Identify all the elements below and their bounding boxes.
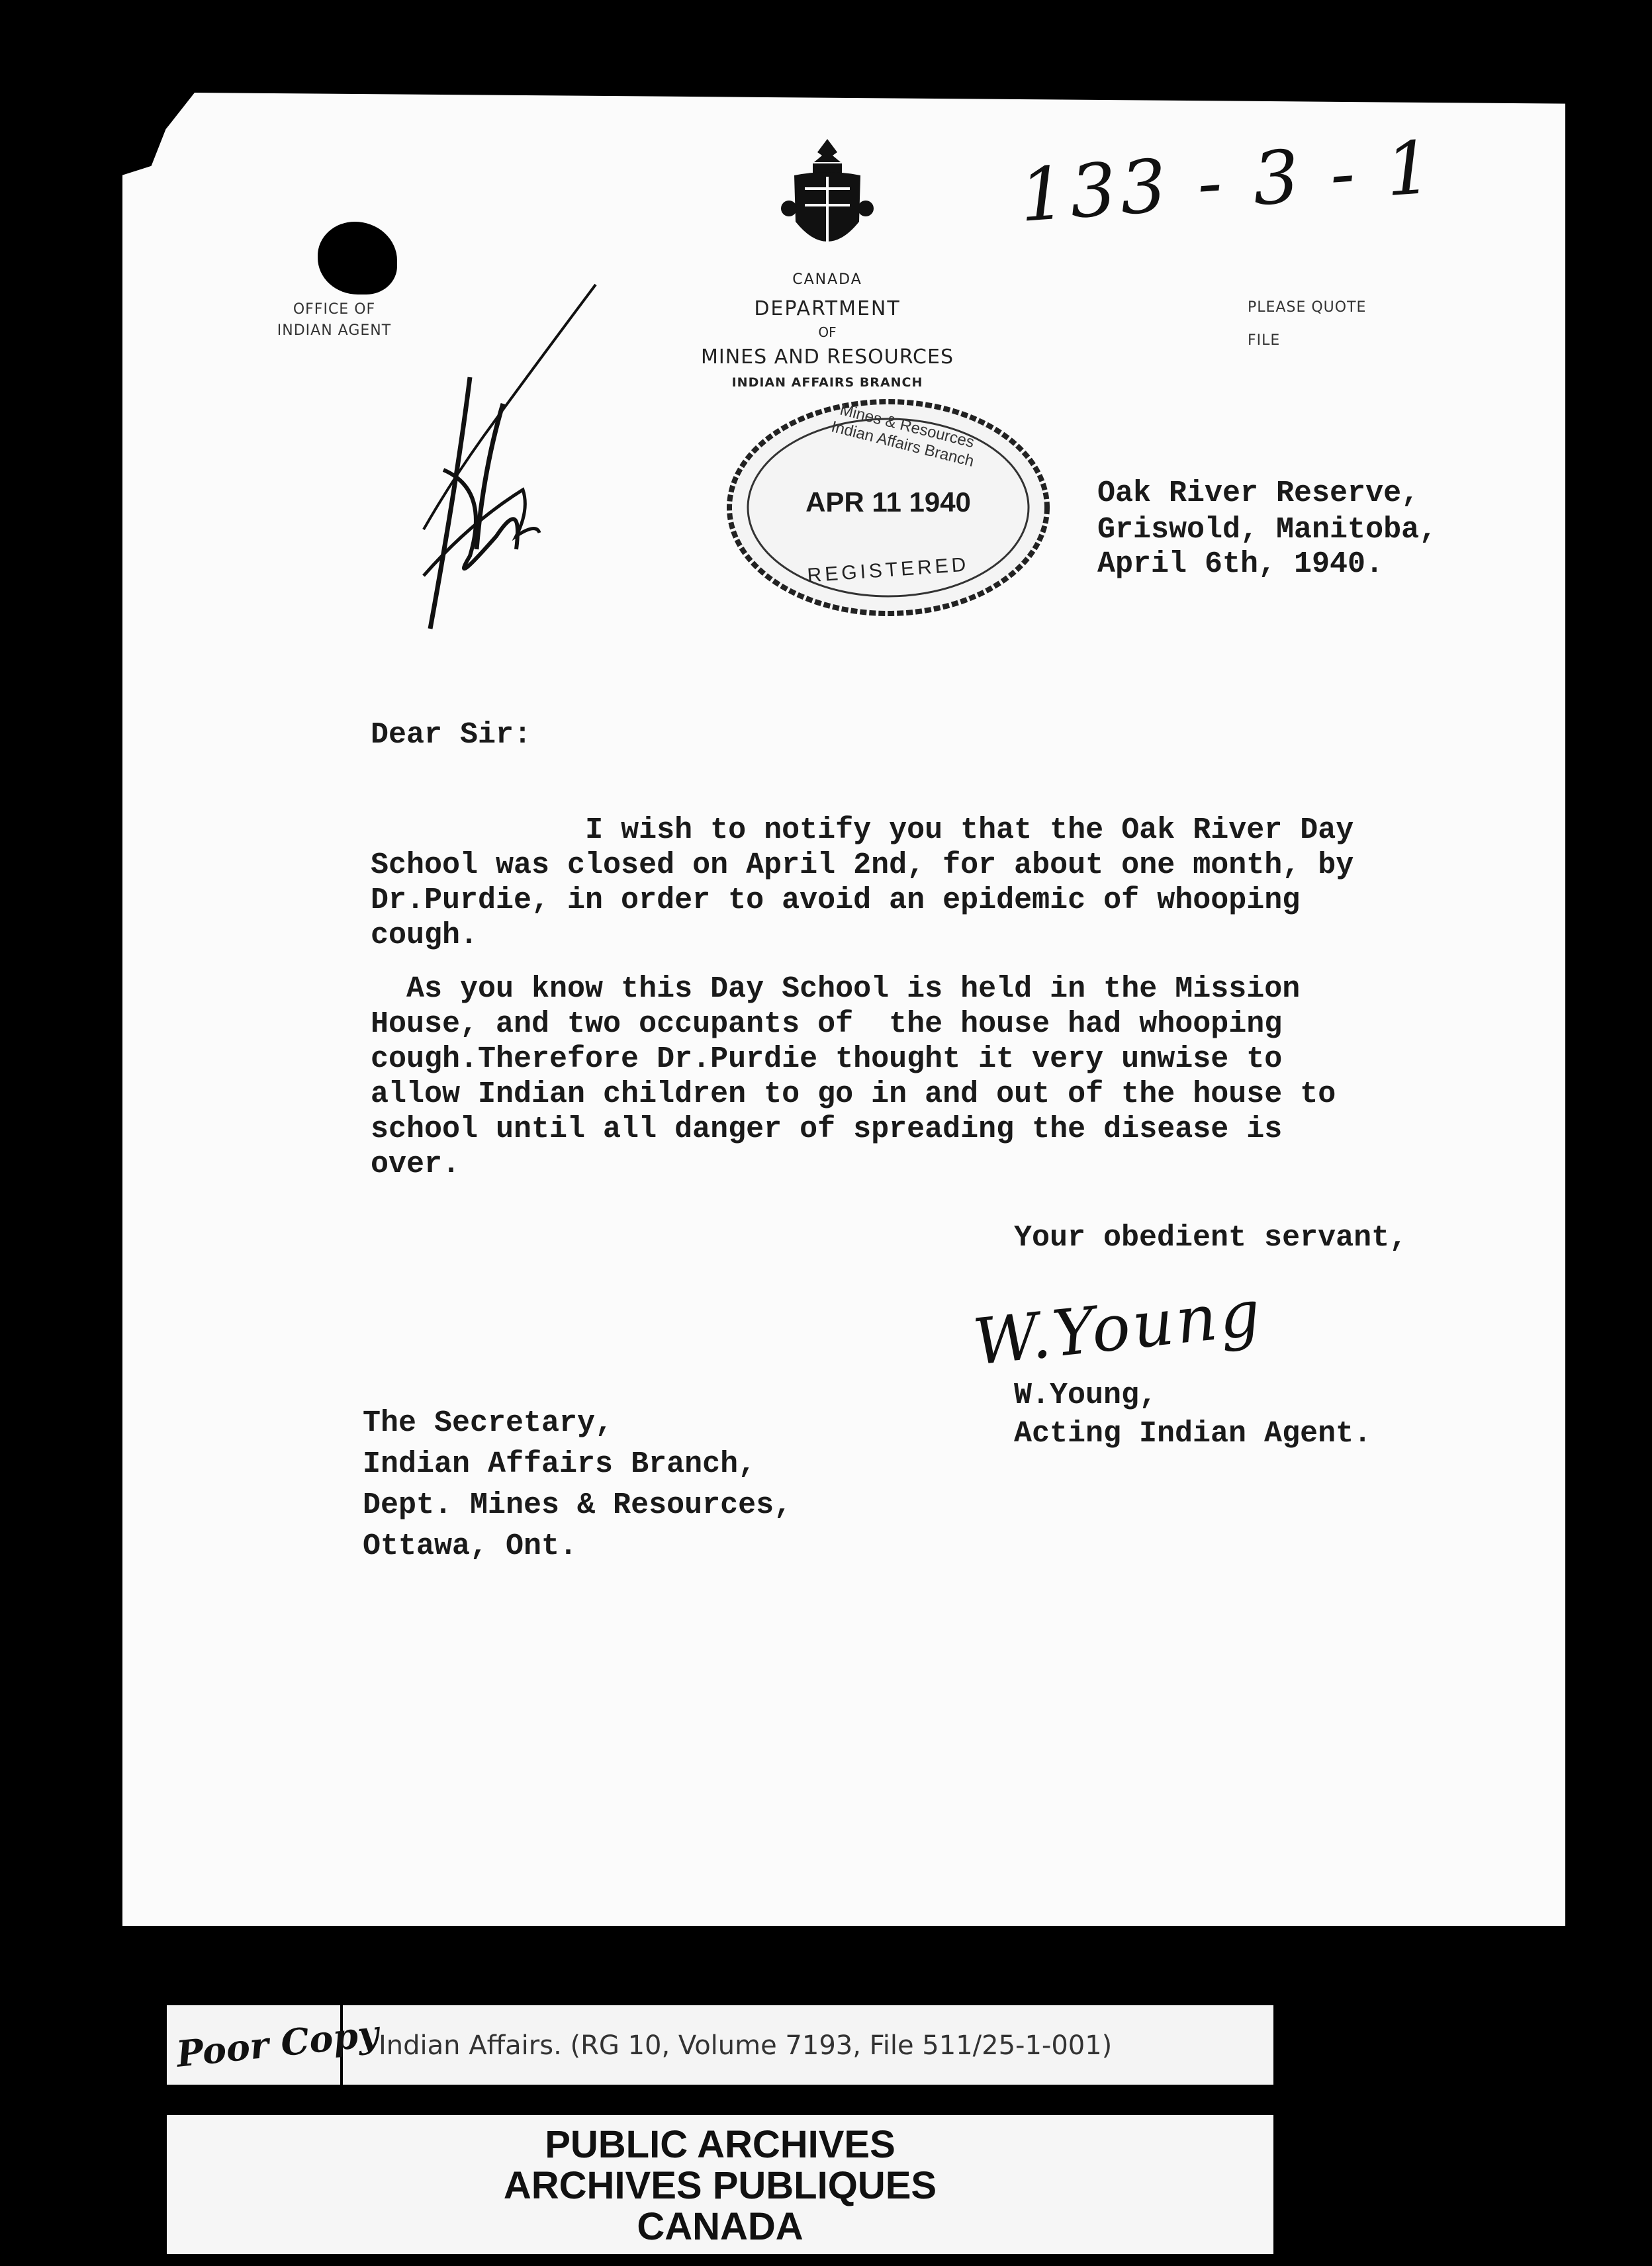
mines-resources-label: MINES AND RESOURCES [700, 345, 954, 369]
address-line-1: Oak River Reserve, [1097, 476, 1420, 510]
public-archives-label [167, 2124, 1273, 2247]
address-line-2: Griswold, Manitoba, [1097, 513, 1438, 547]
stamp-ring-text: Mines & Resources Indian Affairs Branch [829, 400, 976, 471]
handwritten-initials [371, 271, 622, 642]
sender-address [1097, 473, 1437, 583]
archive-citation: Indian Affairs. (RG 10, Volume 7193, File 511/25-1-001) [379, 2030, 1113, 2061]
archives-line-canada: CANADA [637, 2205, 803, 2248]
department-label: DEPARTMENT [754, 297, 901, 320]
handwritten-signature: W.Young [970, 1275, 1266, 1380]
body-paragraph-2: As you know this Day School is held in the Mission House, and two occupants of the house had whooping cough.Therefore Dr.Purdie thought it very unwise to allow Indian children to go in and out of the house to school until all danger of spreading the disease is over. [371, 972, 1336, 1181]
recipient-address [363, 1403, 792, 1567]
stamp-status: REGISTERED [806, 553, 970, 587]
received-stamp [723, 394, 1054, 622]
indian-agent-label: INDIAN AGENT [277, 322, 392, 339]
please-quote-heading [1248, 291, 1366, 357]
signer-block [1014, 1377, 1371, 1453]
archives-line-french: ARCHIVES PUBLIQUES [503, 2164, 937, 2207]
letterhead-center [662, 271, 993, 390]
office-label: OFFICE OF [293, 301, 376, 318]
stamp-date: APR 11 1940 [805, 486, 971, 518]
recipient-line-3: Dept. Mines & Resources, [363, 1488, 792, 1522]
handwritten-file-number: 133 - 3 - 1 [1017, 124, 1439, 238]
recipient-line-1: The Secretary, [363, 1406, 614, 1440]
recipient-line-2: Indian Affairs Branch, [363, 1447, 757, 1481]
archives-line-english: PUBLIC ARCHIVES [545, 2123, 895, 2166]
letter-date: April 6th, 1940. [1097, 547, 1384, 581]
poor-copy-tag [167, 2005, 381, 2085]
of-label: OF [818, 324, 837, 340]
salutation: Dear Sir: [371, 718, 532, 752]
coat-of-arms-icon [781, 136, 874, 268]
please-quote-label: PLEASE QUOTE [1248, 299, 1367, 316]
signer-name: W.Young, [1014, 1379, 1158, 1412]
recipient-line-4: Ottawa, Ont. [363, 1529, 578, 1563]
body-paragraph-1: I wish to notify you that the Oak River Day School was closed on April 2nd, for about one month, by Dr.Purdie, in order to avoid an epidemic of whooping cough. [371, 813, 1354, 952]
closing: Your obedient servant, [1014, 1221, 1408, 1255]
poor-copy-handwriting: Poor Copy [174, 2012, 381, 2075]
signer-title: Acting Indian Agent. [1014, 1417, 1372, 1451]
canada-label: CANADA [792, 271, 862, 288]
file-label: FILE [1248, 332, 1281, 349]
branch-label: INDIAN AFFAIRS BRANCH [731, 375, 923, 390]
